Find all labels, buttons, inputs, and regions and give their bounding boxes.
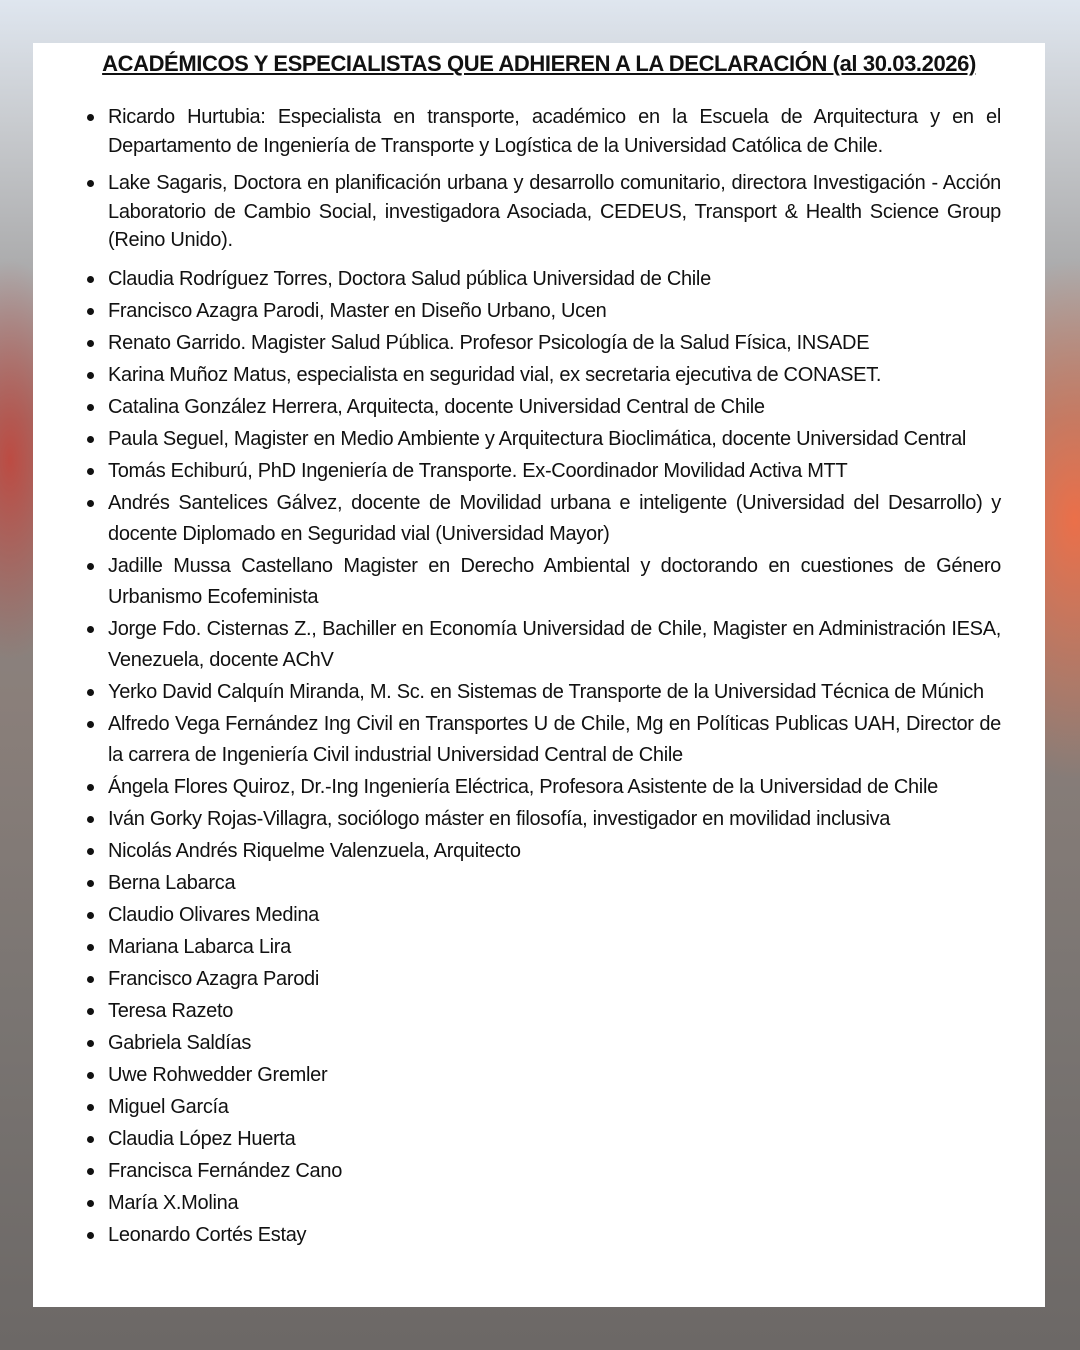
list-item: Karina Muñoz Matus, especialista en seguridad vial, ex secretaria ejecutiva de CONASET. <box>108 360 1001 391</box>
list-item: Miguel García <box>108 1092 1001 1123</box>
list-item: Nicolás Andrés Riquelme Valenzuela, Arquitecto <box>108 836 1001 867</box>
list-item: Yerko David Calquín Miranda, M. Sc. en Sistemas de Transporte de la Universidad Técnica de Múnich <box>108 677 1001 708</box>
list-item: Ángela Flores Quiroz, Dr.-Ing Ingeniería Eléctrica, Profesora Asistente de la Universidad de Chile <box>108 772 1001 803</box>
list-item: María X.Molina <box>108 1188 1001 1219</box>
document-page <box>33 43 1045 1307</box>
list-item: Renato Garrido. Magister Salud Pública. Profesor Psicología de la Salud Física, INSADE <box>108 328 1001 359</box>
list-item: Lake Sagaris, Doctora en planificación urbana y desarrollo comunitario, directora Investigación - Acción Laboratorio de Cambio Social, investigadora Asociada, CEDEUS, Transport & Health Science Group (Reino Unido). <box>108 169 1001 255</box>
list-item: Mariana Labarca Lira <box>108 932 1001 963</box>
list-item: Ricardo Hurtubia: Especialista en transporte, académico en la Escuela de Arquitectura y en el Departamento de Ingeniería de Transporte y Logística de la Universidad Católica de Chile. <box>108 103 1001 160</box>
list-item: Claudia López Huerta <box>108 1124 1001 1155</box>
list-item: Claudia Rodríguez Torres, Doctora Salud pública Universidad de Chile <box>108 264 1001 295</box>
list-item: Leonardo Cortés Estay <box>108 1220 1001 1251</box>
page-title: ACADÉMICOS Y ESPECIALISTAS QUE ADHIEREN A LA DECLARACIÓN (al 30.03.2026) <box>102 51 976 76</box>
list-item: Jorge Fdo. Cisternas Z., Bachiller en Economía Universidad de Chile, Magister en Administración IESA, Venezuela, docente AChV <box>108 614 1001 676</box>
list-item: Iván Gorky Rojas-Villagra, sociólogo máster en filosofía, investigador en movilidad inclusiva <box>108 804 1001 835</box>
list-item: Francisco Azagra Parodi, Master en Diseño Urbano, Ucen <box>108 296 1001 327</box>
list-item: Berna Labarca <box>108 868 1001 899</box>
list-item: Gabriela Saldías <box>108 1028 1001 1059</box>
list-item: Francisco Azagra Parodi <box>108 964 1001 995</box>
adherents-list <box>33 103 1001 1252</box>
list-item: Catalina González Herrera, Arquitecta, docente Universidad Central de Chile <box>108 392 1001 423</box>
list-item: Uwe Rohwedder Gremler <box>108 1060 1001 1091</box>
list-item: Jadille Mussa Castellano Magister en Derecho Ambiental y doctorando en cuestiones de Género Urbanismo Ecofeminista <box>108 551 1001 613</box>
list-item: Claudio Olivares Medina <box>108 900 1001 931</box>
list-item: Paula Seguel, Magister en Medio Ambiente y Arquitectura Bioclimática, docente Universidad Central <box>108 424 1001 455</box>
list-item: Tomás Echiburú, PhD Ingeniería de Transporte. Ex-Coordinador Movilidad Activa MTT <box>108 456 1001 487</box>
list-item: Francisca Fernández Cano <box>108 1156 1001 1187</box>
list-item: Alfredo Vega Fernández Ing Civil en Transportes U de Chile, Mg en Políticas Publicas UAH, Director de la carrera de Ingeniería Civil industrial Universidad Central de Chile <box>108 709 1001 771</box>
list-item: Teresa Razeto <box>108 996 1001 1027</box>
list-item: Andrés Santelices Gálvez, docente de Movilidad urbana e inteligente (Universidad del Desarrollo) y docente Diplomado en Seguridad vial (Universidad Mayor) <box>108 488 1001 550</box>
